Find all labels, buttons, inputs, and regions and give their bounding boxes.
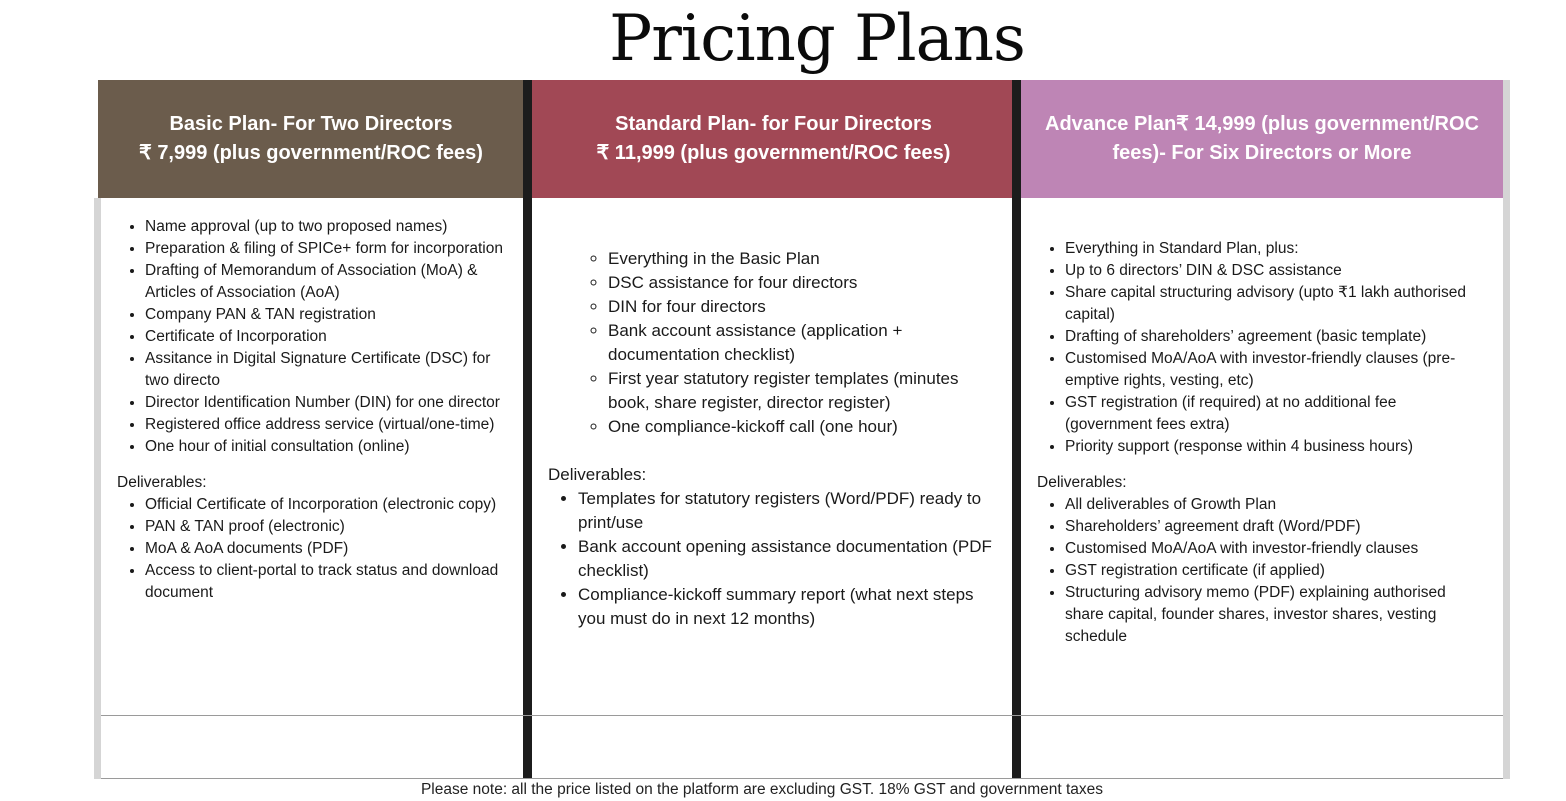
standard-plan-title: Standard Plan- for Four Directors (615, 113, 932, 135)
feature-item: ◦ Everything in the Basic Plan (608, 247, 1000, 271)
column-divider (1012, 80, 1021, 778)
standard-plan-details (548, 198, 1000, 716)
deliverable-item: • GST registration certificate (if applied) (1065, 560, 1487, 582)
feature-item: • Director Identification Number (DIN) for one director (145, 392, 517, 414)
deliverable-item: • Official Certificate of Incorporation (electronic copy) (145, 494, 517, 516)
table-left-border (94, 198, 101, 779)
deliverable-item: • Bank account opening assistance documentation (PDF checklist) (578, 535, 1000, 583)
feature-item: • Certificate of Incorporation (145, 326, 517, 348)
feature-item: • Share capital structuring advisory (upto ₹1 lakh authorised capital) (1065, 282, 1487, 326)
basic-feature-list (117, 216, 517, 458)
deliverable-item: • Customised MoA/AoA with investor-friendly clauses (1065, 538, 1487, 560)
feature-item: • Drafting of Memorandum of Association (MoA) & Articles of Association (AoA) (145, 260, 517, 304)
standard-feature-list (548, 247, 1000, 439)
table-right-border (1503, 80, 1510, 779)
basic-plan-details (117, 198, 517, 716)
feature-item: • Name approval (up to two proposed names) (145, 216, 517, 238)
feature-item: • Drafting of shareholders’ agreement (basic template) (1065, 326, 1487, 348)
deliverables-label: Deliverables: (548, 465, 647, 484)
basic-plan-price: ₹ 7,999 (plus government/ROC fees) (139, 142, 483, 164)
feature-item: • Customised MoA/AoA with investor-friendly clauses (pre-emptive rights, vesting, etc) (1065, 348, 1487, 392)
deliverables-label: Deliverables: (117, 474, 207, 491)
deliverable-item: • MoA & AoA documents (PDF) (145, 538, 517, 560)
feature-item: • GST registration (if required) at no additional fee (government fees extra) (1065, 392, 1487, 436)
advance-plan-details (1037, 198, 1487, 716)
standard-deliverables-list (548, 487, 1000, 631)
standard-plan-header (532, 80, 1015, 198)
advance-feature-list (1037, 238, 1487, 458)
feature-item: • Company PAN & TAN registration (145, 304, 517, 326)
feature-item: ◦ Bank account assistance (application + documentation checklist) (608, 319, 1000, 367)
advance-plan-header (1021, 80, 1503, 198)
deliverable-item: • Access to client-portal to track status and download document (145, 560, 517, 604)
footnote: Please note: all the price listed on the platform are excluding GST. 18% GST and government taxes (420, 781, 1104, 798)
feature-item: • Preparation & filing of SPICe+ form for incorporation (145, 238, 517, 260)
feature-item: • Up to 6 directors’ DIN & DSC assistance (1065, 260, 1487, 282)
deliverable-item: • Templates for statutory registers (Word/PDF) ready to print/use (578, 487, 1000, 535)
basic-deliverables-list (117, 494, 517, 604)
feature-item: • Assitance in Digital Signature Certificate (DSC) for two directo (145, 348, 517, 392)
page-title: Pricing Plans (609, 2, 1025, 76)
feature-item: • Priority support (response within 4 business hours) (1065, 436, 1487, 458)
advance-plan-title: Advance Plan₹ 14,999 (plus government/ROC fees)- For Six Directors or More (1045, 113, 1479, 164)
basic-plan-title: Basic Plan- For Two Directors (169, 113, 453, 135)
feature-item: ◦ DIN for four directors (608, 295, 1000, 319)
deliverable-item: • Structuring advisory memo (PDF) explaining authorised share capital, founder shares, investor shares, vesting schedule (1065, 582, 1487, 648)
deliverable-item: • Shareholders’ agreement draft (Word/PDF) (1065, 516, 1487, 538)
feature-item: • Registered office address service (virtual/one-time) (145, 414, 517, 436)
feature-item: ◦ One compliance-kickoff call (one hour) (608, 415, 1000, 439)
feature-item: ◦ DSC assistance for four directors (608, 271, 1000, 295)
column-divider (523, 80, 532, 778)
deliverable-item: • Compliance-kickoff summary report (what next steps you must do in next 12 months) (578, 583, 1000, 631)
deliverable-item: • All deliverables of Growth Plan (1065, 494, 1487, 516)
deliverable-item: • PAN & TAN proof (electronic) (145, 516, 517, 538)
standard-plan-price: ₹ 11,999 (plus government/ROC fees) (596, 142, 951, 164)
feature-item: • One hour of initial consultation (online) (145, 436, 517, 458)
feature-item: • Everything in Standard Plan, plus: (1065, 238, 1487, 260)
deliverables-label: Deliverables: (1037, 474, 1127, 491)
feature-item: ◦ First year statutory register templates (minutes book, share register, director register) (608, 367, 1000, 415)
basic-plan-header (98, 80, 524, 198)
advance-deliverables-list (1037, 494, 1487, 648)
